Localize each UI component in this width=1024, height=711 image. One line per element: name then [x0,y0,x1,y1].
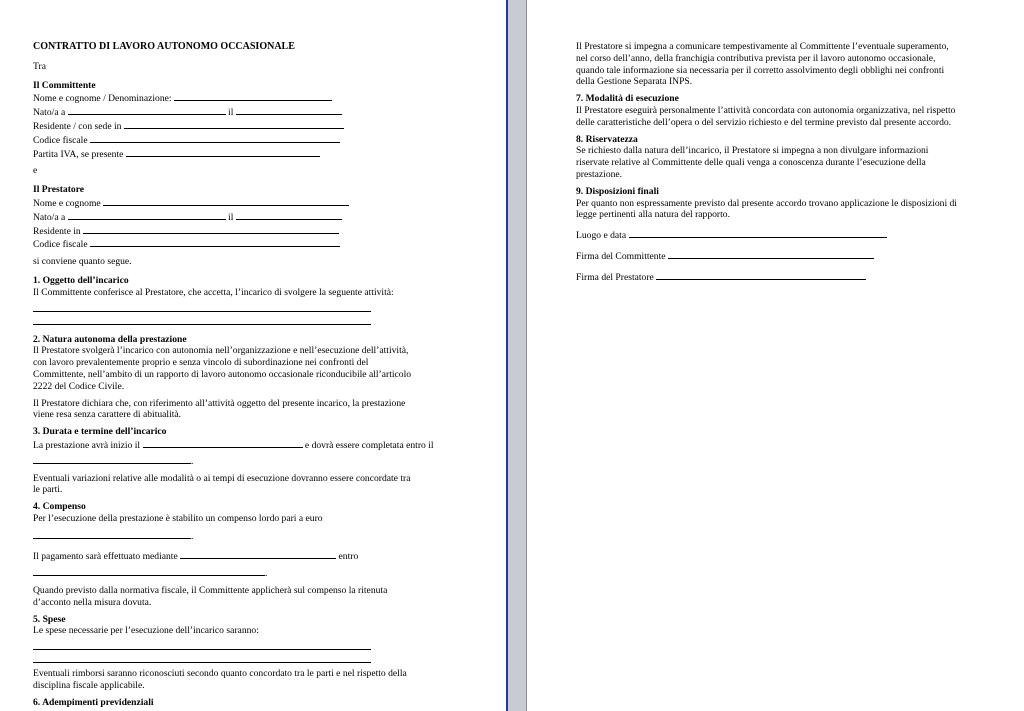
compenso-amount-field[interactable] [33,529,191,539]
section-1-line-1[interactable] [33,302,371,312]
end-date-field[interactable] [33,454,191,464]
end-date-row: . [33,454,473,468]
document-page-right [527,0,1024,711]
page-gutter [506,0,527,711]
section-8-text-line: Se richiesto dalla natura dell’incarico, il Prestatore si impegna a non divulgare informazioni [576,145,929,157]
section-8-text-line: prestazione. [576,168,623,180]
page-gutter-left-edge [506,0,508,711]
page-left-content [33,41,473,709]
section-8-heading: 8. Riservatezza [576,133,638,145]
committente-nato-field[interactable] [68,105,226,115]
section-1-line-2[interactable] [33,315,371,325]
committente-piva-field[interactable] [126,147,320,157]
committente-nome-row: Nome e cognome / Denominazione: [33,91,473,105]
committente-residente-row: Residente / con sede in [33,119,473,133]
pagamento-term-row: . [33,566,473,580]
tra-text: Tra [33,60,46,72]
start-date-field[interactable] [143,438,303,448]
luogo-data-field[interactable] [629,228,887,238]
section-2-text-line: Il Prestatore svolgerà l’incarico con autonomia nell’organizzazione e nell’esecuzione dell’attività, [33,345,409,357]
committente-heading: Il Committente [33,79,96,91]
section-6-text-line: della Gestione Separata INPS. [576,76,693,88]
section-3-text-line: le parti. [33,484,63,496]
section-7-text-line: Il Prestatore eseguirà personalmente l’attività concordata con autonomia organizzativa, nel rispetto [576,104,956,116]
section-9-text-line: Per quanto non espressamente previsto dal presente accordo trovano applicazione le disposizioni di [576,197,957,209]
section-4-compenso-text: Per l’esecuzione della prestazione è stabilito un compenso lordo pari a euro [33,512,323,524]
section-5-line-1[interactable] [33,640,371,650]
section-6-text-line: quando tale informazione sia necessaria per il corretto assolvimento degli obblighi nei confronti [576,64,945,76]
section-7-text-line: delle caratteristiche dell’opera o del servizio richiesto e del termine previsto dal presente accordo. [576,116,952,128]
section-4-text-line: d’acconto nella misura dovuta. [33,596,152,608]
pagamento-row: Il pagamento sarà effettuato mediante entro [33,550,359,562]
firma-committente-row: Firma del Committente [576,249,1006,263]
conviene-text: si conviene quanto segue. [33,256,132,268]
section-5-line-2[interactable] [33,653,371,663]
compenso-amount-row: . [33,529,473,543]
section-8-text-line: riservate relative al Committente delle quali venga a conoscenza durante l’esecuzione della [576,157,926,169]
prestatore-data-field[interactable] [236,210,342,220]
committente-nato-row: Nato/a a il [33,105,473,119]
firma-committente-field[interactable] [668,249,874,259]
firma-prestatore-field[interactable] [656,270,866,280]
section-5-text-line: Eventuali rimborsi saranno riconosciuti secondo quanto concordato tra le parti e nel rispetto della [33,668,407,680]
committente-piva-row: Partita IVA, se presente [33,147,473,161]
section-1-text: Il Committente conferisce al Prestatore, che accetta, l’incarico di svolgere la seguente attività: [33,286,394,298]
committente-data-field[interactable] [236,105,342,115]
e-text: e [33,165,38,177]
section-2-text-line: Committente, nell’ambito di un rapporto di lavoro autonomo occasionale riconducibile all’articolo [33,368,412,380]
committente-cf-field[interactable] [90,133,340,143]
prestatore-cf-row: Codice fiscale [33,237,473,251]
prestatore-nato-field[interactable] [68,210,226,220]
section-3-text-line: Eventuali variazioni relative alle modalità o ai tempi di esecuzione dovranno essere concordate tra [33,472,411,484]
committente-cf-row: Codice fiscale [33,133,473,147]
prestatore-nome-row: Nome e cognome [33,196,473,210]
section-6-text-line: Il Prestatore si impegna a comunicare tempestivamente al Committente l’eventuale superamento, [576,41,949,52]
section-4-text-line: Quando previsto dalla normativa fiscale, il Committente applicherà sul compenso la ritenuta [33,585,388,597]
committente-nome-field[interactable] [174,91,332,101]
prestatore-heading: Il Prestatore [33,184,85,196]
section-3-date-row: La prestazione avrà inizio il e dovrà essere completata entro il [33,439,434,451]
contract-title: CONTRATTO DI LAVORO AUTONOMO OCCASIONALE [33,41,295,52]
section-5-heading: 5. Spese [33,613,66,625]
pagamento-term-field[interactable] [33,566,265,576]
section-7-heading: 7. Modalità di esecuzione [576,93,679,105]
section-9-text-line: legge pertinenti alla natura del rapporto. [576,209,730,221]
section-1-heading: 1. Oggetto dell’incarico [33,274,129,286]
section-4-heading: 4. Compenso [33,501,86,513]
luogo-data-row: Luogo e data [576,228,1006,242]
section-2-text-line: 2222 del Codice Civile. [33,380,125,392]
section-5-spese-text: Le spese necessarie per l’esecuzione dell’incarico saranno: [33,625,259,637]
committente-residente-field[interactable] [124,119,344,129]
prestatore-residente-row: Residente in [33,224,473,238]
section-9-heading: 9. Disposizioni finali [576,185,659,197]
firma-prestatore-row: Firma del Prestatore [576,270,1006,284]
section-2-heading: 2. Natura autonoma della prestazione [33,333,187,345]
page-right-content [576,41,1006,284]
section-2-text-line: viene resa senza carattere di abitualità. [33,409,182,421]
prestatore-nome-field[interactable] [103,196,349,206]
section-6-text-line: nel corso dell’anno, della franchigia contributiva prevista per il lavoro autonomo occasionale, [576,52,936,64]
prestatore-residente-field[interactable] [83,224,339,234]
section-2-text-line: con lavoro prevalentemente proprio e senza vincolo di subordinazione nei confronti del [33,357,369,369]
section-2-text-line: Il Prestatore dichiara che, con riferimento all’attività oggetto del presente incarico, la prestazione [33,397,406,409]
pagamento-method-field[interactable] [180,549,336,559]
prestatore-nato-row: Nato/a a il [33,210,473,224]
document-page-left [0,0,506,711]
section-5-text-line: disciplina fiscale applicabile. [33,680,145,692]
section-3-heading: 3. Durata e termine dell’incarico [33,426,167,438]
prestatore-cf-field[interactable] [90,237,340,247]
section-6-heading: 6. Adempimenti previdenziali [33,696,154,708]
